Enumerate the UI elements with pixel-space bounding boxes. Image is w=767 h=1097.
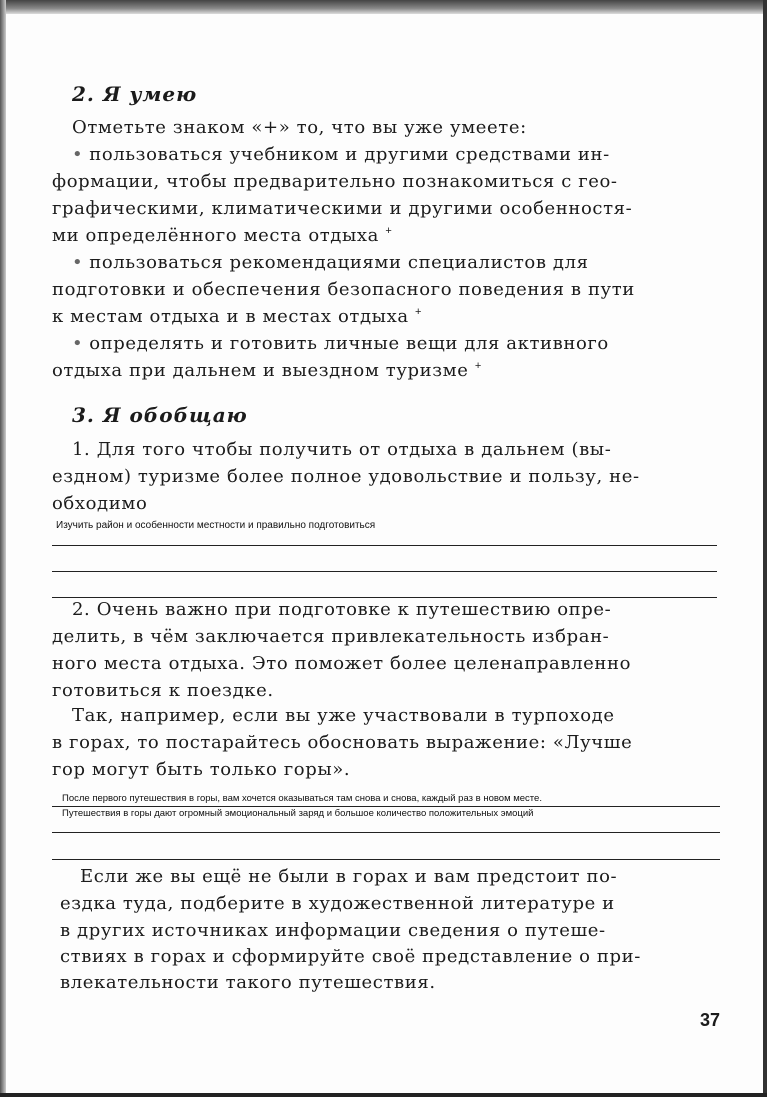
answer-2-line-1: После первого путешествия в горы, вам хочется оказываться там снова и снова, каждый раз в новом месте.	[62, 793, 542, 804]
scan-top-edge	[0, 0, 767, 14]
item-1-line-1: • пользоваться учебником и другими средствами ин-	[72, 144, 610, 165]
section-2-intro: Отметьте знаком «+» то, что вы уже умеете:	[72, 117, 527, 138]
q3-line-1: Если же вы ещё не были в горах и вам предстоит по-	[80, 866, 618, 887]
q2b-line-3: гор могут быть только горы».	[52, 759, 351, 780]
item-1-line-3: графическими, климатическими и другими особенностя-	[52, 198, 633, 219]
bullet-icon: •	[72, 333, 84, 354]
answer-line	[52, 597, 717, 598]
page-number: 37	[700, 1010, 721, 1030]
scan-right-edge	[763, 0, 767, 1097]
answer-line	[52, 545, 717, 546]
item-2-line-1: • пользоваться рекомендациями специалистов для	[72, 252, 589, 273]
scan-bottom-edge	[0, 1093, 767, 1097]
item-3-line-2: отдыха при дальнем и выездном туризме +	[52, 360, 482, 381]
q3-line-3: в других источниках информации сведения о путеше-	[60, 920, 606, 941]
section-3-title: 3. Я обобщаю	[72, 403, 248, 427]
q3-line-2: ездка туда, подберите в художественной литературе и	[60, 893, 615, 914]
q1-line-1: 1. Для того чтобы получить от отдыха в дальнем (вы-	[72, 439, 612, 460]
q2b-line-2: в горах, то постарайтесь обосновать выражение: «Лучше	[52, 732, 633, 753]
handwritten-plus-mark: +	[415, 306, 423, 318]
answer-line	[52, 806, 720, 807]
item-2-line-2: подготовки и обеспечения безопасного поведения в пути	[52, 279, 635, 300]
q2b-line-1: Так, например, если вы уже участвовали в турпоходе	[72, 705, 615, 726]
section-2-title: 2. Я умею	[72, 82, 198, 106]
answer-2-line-2: Путешествия в горы дают огромный эмоциональный заряд и большое количество положительных эмоций	[62, 808, 534, 819]
q1-line-2: ездном) туризме более полное удовольствие и пользу, не-	[52, 466, 640, 487]
item-1-line-2: формации, чтобы предварительно познакомиться с гео-	[52, 171, 618, 192]
scan-left-edge	[0, 0, 6, 1097]
q2-line-2: делить, в чём заключается привлекательность избран-	[52, 626, 610, 647]
answer-line	[52, 859, 720, 860]
bullet-icon: •	[72, 252, 84, 273]
item-2-line-3: к местам отдыха и в местах отдыха +	[52, 306, 423, 327]
handwritten-plus-mark: +	[385, 225, 393, 237]
bullet-icon: •	[72, 144, 84, 165]
item-3-line-1: • определять и готовить личные вещи для активного	[72, 333, 609, 354]
item-1-line-4: ми определённого места отдыха +	[52, 225, 393, 246]
q2-line-1: 2. Очень важно при подготовке к путешествию опре-	[72, 599, 612, 620]
handwritten-plus-mark: +	[474, 360, 482, 372]
q3-line-5: влекательности такого путешествия.	[60, 972, 436, 993]
q3-line-4: ствиях в горах и сформируйте своё представление о при-	[60, 946, 641, 967]
answer-line	[52, 832, 720, 833]
q2-line-3: ного места отдыха. Это поможет более целенаправленно	[52, 653, 632, 674]
q2-line-4: готовиться к поездке.	[52, 680, 274, 701]
answer-line	[52, 571, 717, 572]
answer-1: Изучить район и особенности местности и правильно подготовиться	[56, 520, 376, 531]
q1-line-3: обходимо	[52, 493, 148, 514]
